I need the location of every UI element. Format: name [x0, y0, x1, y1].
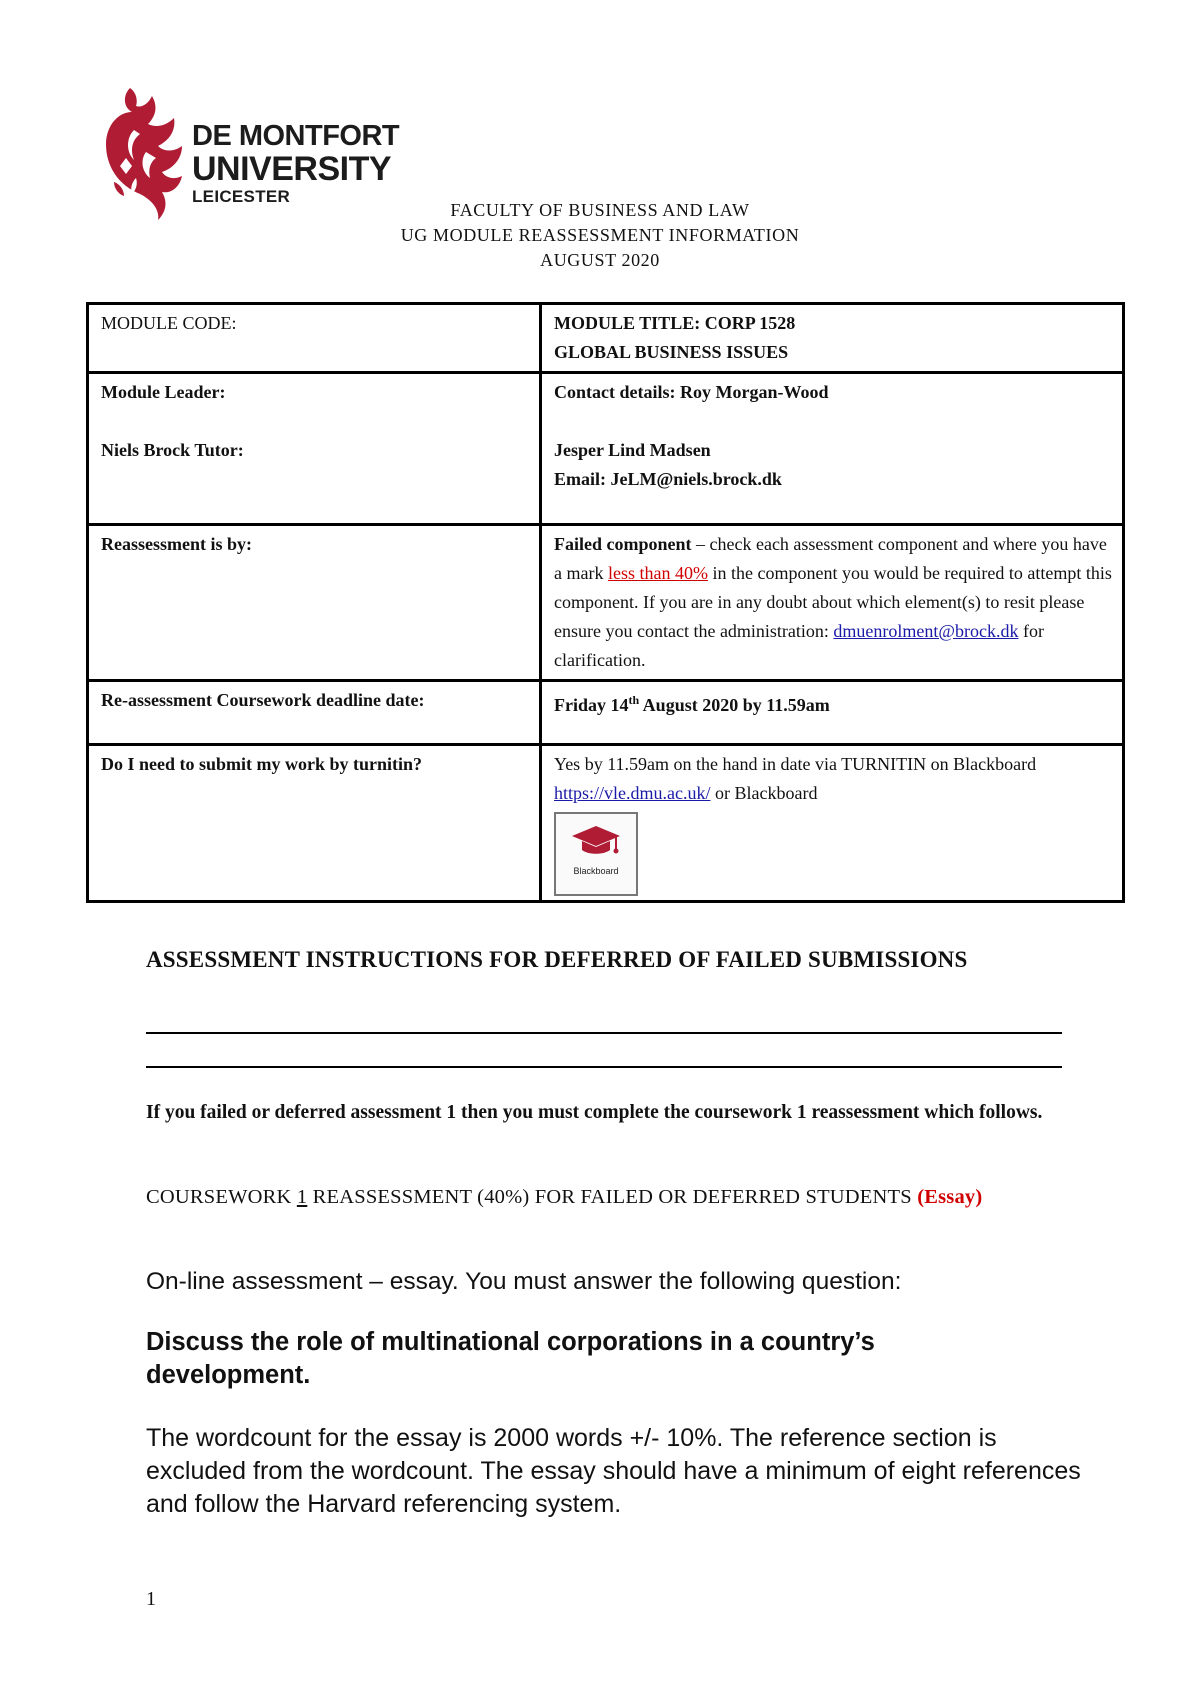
turnitin-label: Do I need to submit my work by turnitin?	[88, 745, 541, 902]
logo-line-2: UNIVERSITY	[192, 150, 392, 188]
module-info-table	[86, 302, 1125, 903]
table-row	[88, 373, 1124, 525]
nb-tutor-label: Niels Brock Tutor:	[101, 440, 244, 460]
module-leader-label: Module Leader:	[101, 382, 226, 402]
divider	[146, 1032, 1062, 1034]
deadline-label: Re-assessment Coursework deadline date:	[88, 681, 541, 745]
deadline-day: Friday 14	[554, 695, 629, 715]
logo-wordmark	[192, 122, 399, 205]
failed-component-label: Failed component	[554, 534, 692, 554]
module-title-line-1: MODULE TITLE: CORP 1528	[554, 313, 796, 333]
staff-labels-cell	[88, 373, 541, 525]
table-row	[88, 681, 1124, 745]
document-date: AUGUST 2020	[540, 250, 660, 270]
deadline-suffix: th	[628, 693, 640, 707]
table-row	[88, 304, 1124, 373]
page-number: 1	[146, 1588, 156, 1610]
blackboard-icon-label: Blackboard	[573, 866, 619, 876]
section-title: ASSESSMENT INSTRUCTIONS FOR DEFERRED OF FAILED SUBMISSIONS	[146, 947, 968, 972]
contact-details: Contact details: Roy Morgan-Wood	[554, 382, 829, 402]
module-code-label: MODULE CODE:	[88, 304, 541, 373]
turnitin-text	[554, 750, 1112, 808]
deadline-rest: August 2020 by 11.59am	[639, 695, 830, 715]
admin-email-link[interactable]: dmuenrolment@brock.dk	[833, 621, 1019, 641]
online-assessment-paragraph: On-line assessment – essay. You must answer the following question:	[146, 1268, 902, 1295]
vle-link[interactable]: https://vle.dmu.ac.uk/	[554, 783, 711, 803]
blackboard-icon[interactable]	[554, 812, 638, 896]
logo-line-1: DE MONTFORT	[192, 120, 400, 152]
staff-contacts-cell	[541, 373, 1124, 525]
tutor-name: Jesper Lind Madsen	[554, 440, 711, 460]
turnitin-text-a: Yes by 11.59am on the hand in date via TURNITIN on Blackboard	[554, 754, 1037, 774]
document-header	[0, 198, 1200, 273]
table-row	[88, 525, 1124, 681]
reassessment-label: Reassessment is by:	[88, 525, 541, 681]
failed-text-a: – check each assessment component and where you have a mark	[554, 534, 1107, 583]
deadline-value	[541, 681, 1124, 745]
logo-line-3: LEICESTER	[192, 187, 291, 206]
failed-paragraph: If you failed or deferred assessment 1 then you must complete the coursework 1 reassessment which follows.	[146, 1102, 1043, 1123]
coursework-post: REASSESSMENT (40%) FOR FAILED OR DEFERRED STUDENTS	[307, 1186, 918, 1208]
document-title: UG MODULE REASSESSMENT INFORMATION	[400, 225, 800, 245]
essay-question: Discuss the role of multinational corporations in a country’s development.	[146, 1328, 875, 1389]
module-title-cell	[541, 304, 1124, 373]
table-row	[88, 745, 1124, 902]
turnitin-cell	[541, 745, 1124, 902]
coursework-pre: COURSEWORK	[146, 1186, 297, 1208]
failed-text-b: in the component you would be required to attempt this component. If you are in any doubt about which element(s) to resit please ensure you contact the administration:	[554, 563, 1112, 641]
wordcount-paragraph: The wordcount for the essay is 2000 words +/- 10%. The reference section is excluded from the wordcount. The essay should have a minimum of eight references and follow the Harvard referencing system.	[146, 1424, 1081, 1518]
module-title-line-2: GLOBAL BUSINESS ISSUES	[554, 342, 789, 362]
graduation-cap-icon	[570, 824, 622, 858]
essay-tag: (Essay)	[917, 1186, 983, 1208]
divider	[146, 1066, 1062, 1068]
coursework-heading	[146, 1183, 1046, 1211]
turnitin-text-b: or Blackboard	[710, 783, 818, 803]
faculty-title: FACULTY OF BUSINESS AND LAW	[450, 200, 750, 220]
tutor-email: Email: JeLM@niels.brock.dk	[554, 469, 782, 489]
coursework-number: 1	[296, 1186, 308, 1208]
reassessment-text-cell	[541, 525, 1124, 681]
failed-text-c: for clarification.	[554, 621, 1044, 670]
less-than-40-text: less than 40%	[607, 563, 708, 583]
